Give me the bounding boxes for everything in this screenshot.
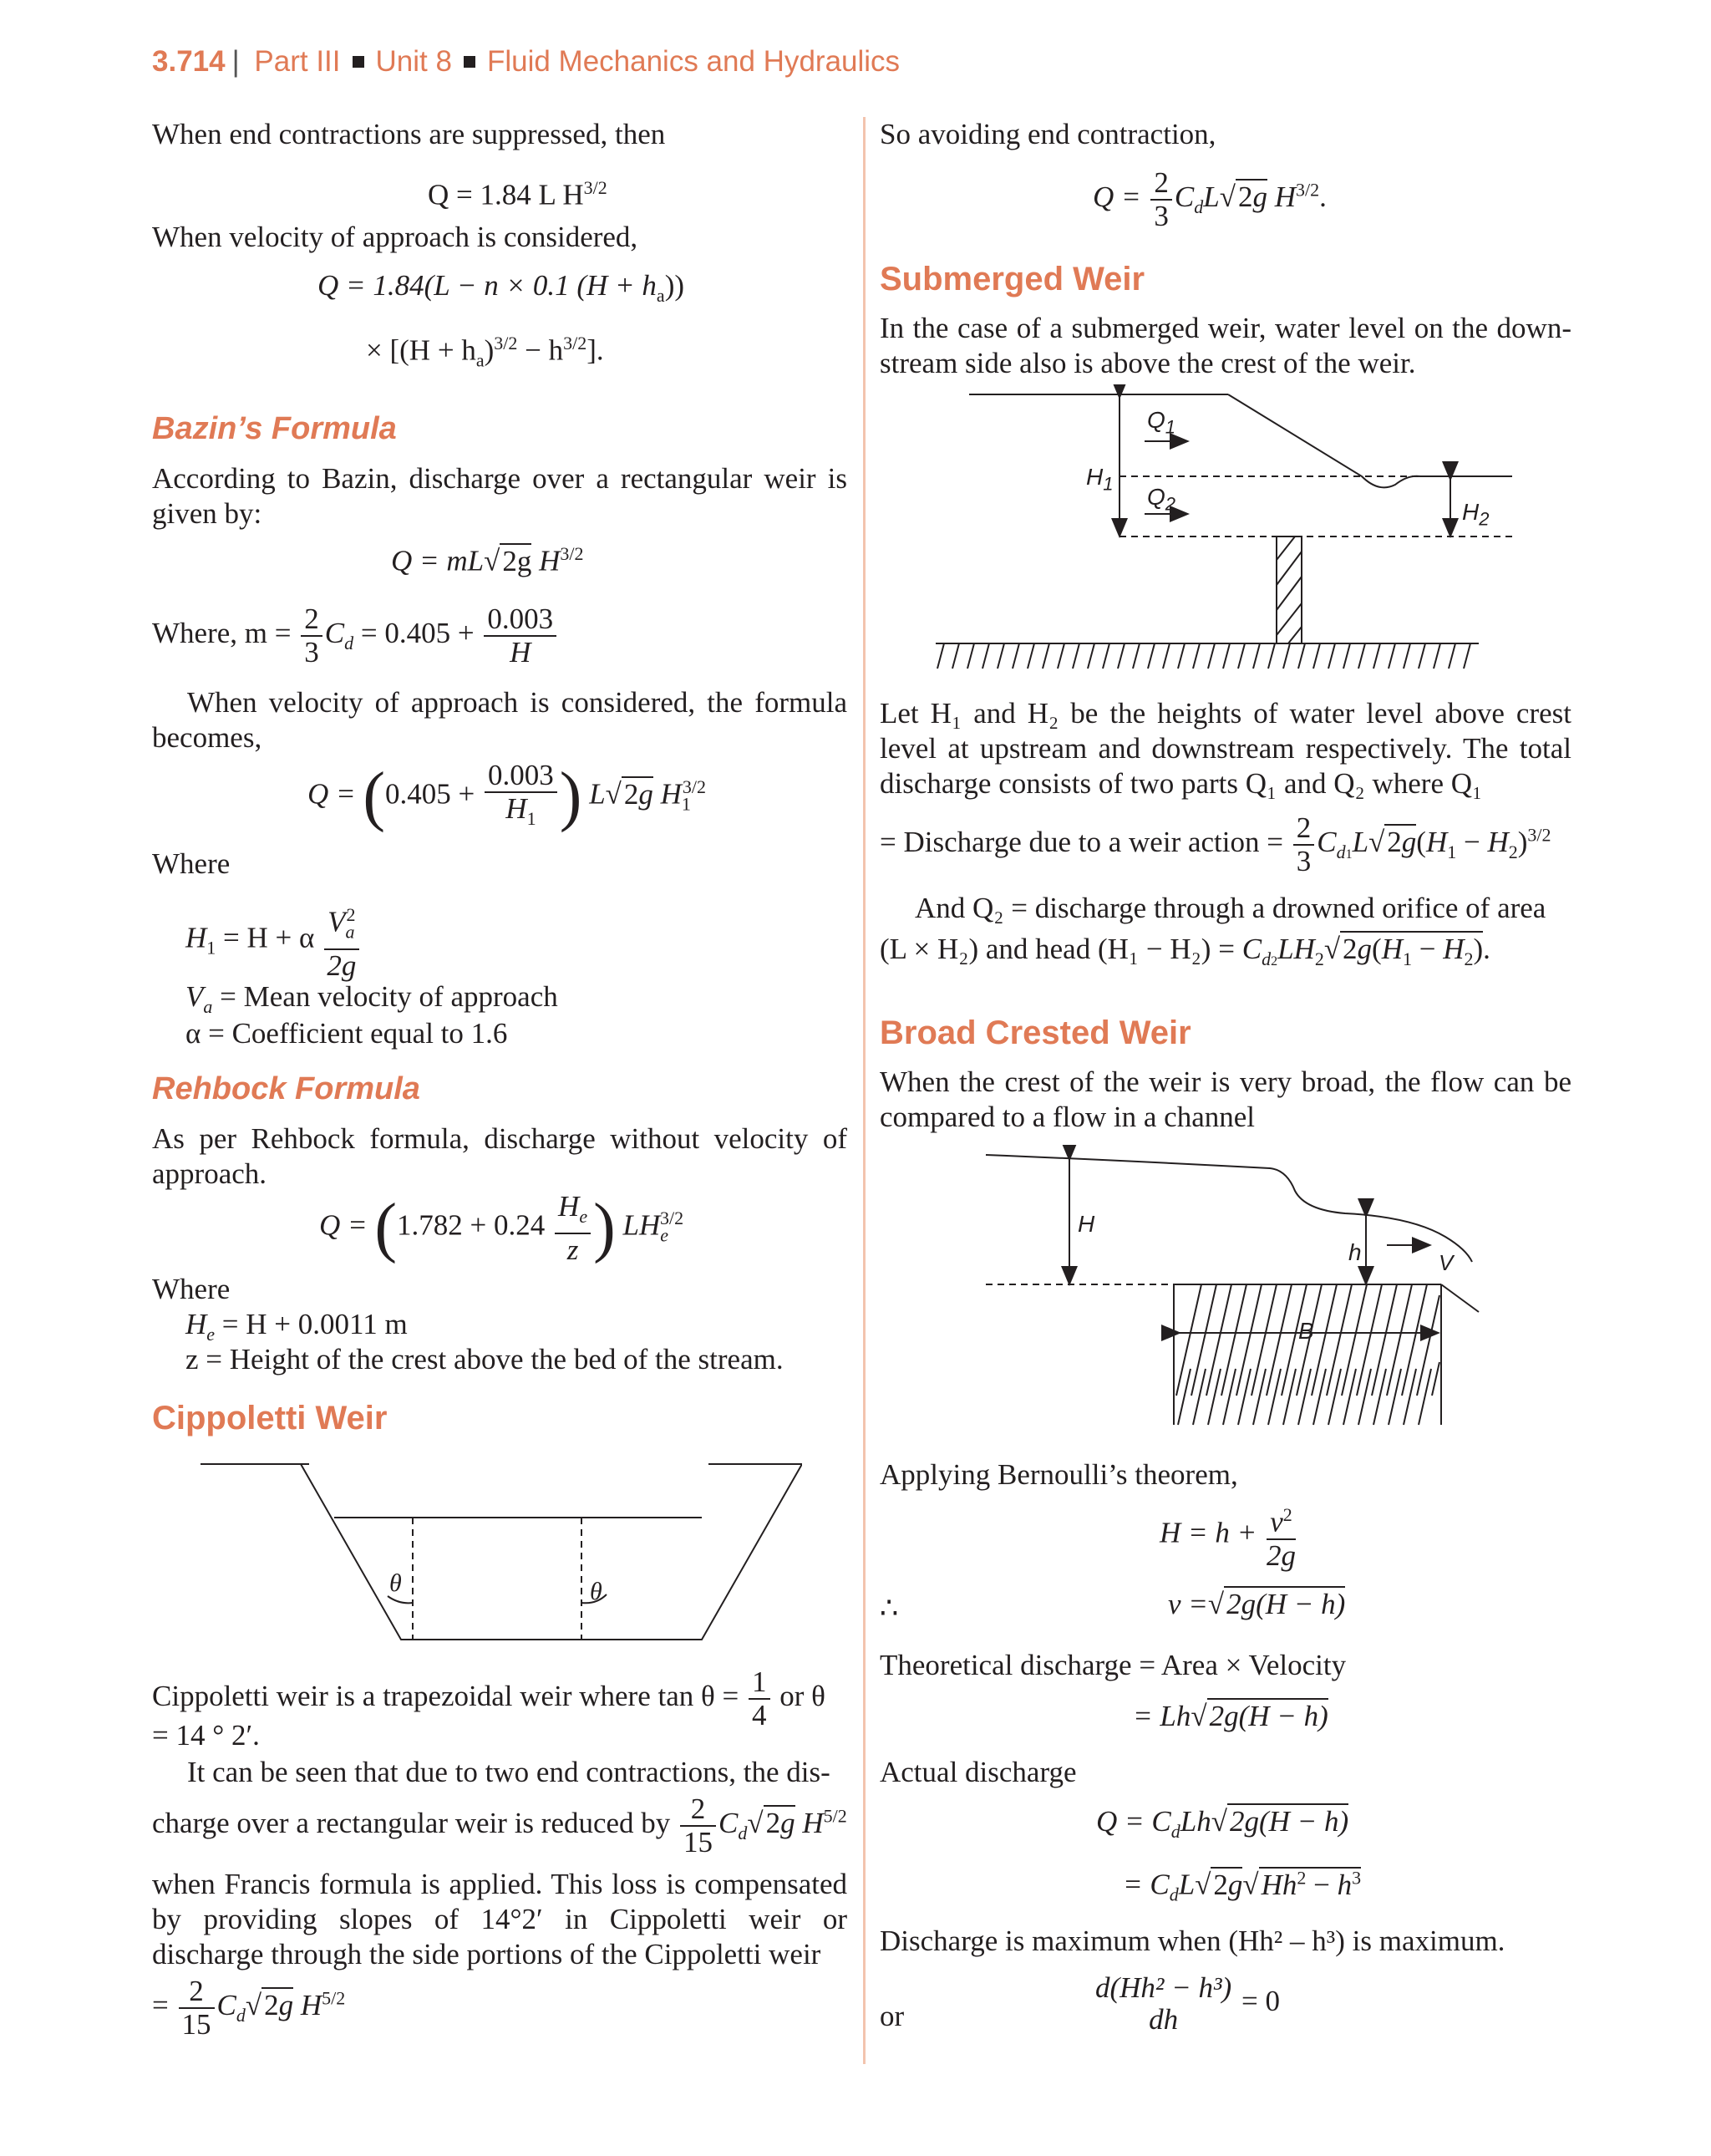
frac-den: 15 (683, 1826, 713, 1859)
frac-num: 2 (301, 603, 322, 637)
section-heading-rehbock: Rehbock Formula (152, 1071, 420, 1106)
eq-text: = Lh (1133, 1700, 1191, 1732)
fraction (301, 603, 322, 669)
section-heading-bazin: Bazin’s Formula (152, 411, 397, 446)
label-text: H (1462, 499, 1480, 525)
downstream-face (1441, 1284, 1479, 1312)
submerged-weir-figure (927, 384, 1529, 685)
eq-text: )) (664, 269, 684, 302)
eq-text: LH (622, 1208, 661, 1242)
fig-h1-label: $H_1$ (1086, 464, 1114, 495)
fraction (484, 603, 556, 669)
frac-num: 2 (1293, 812, 1315, 846)
sqrt-icon: √ (245, 1989, 262, 2022)
frac-num: $V_a^2$ (324, 899, 358, 950)
fraction (1150, 167, 1172, 232)
frac-num: $H_e$ (555, 1191, 591, 1234)
frac-den: 3 (1154, 200, 1169, 232)
eq-text: = H + α (223, 921, 315, 954)
definition-alpha: α = Coefficient equal to 1.6 (185, 1017, 508, 1050)
sqrt-icon: √ (1191, 1700, 1207, 1732)
paren: ) (593, 1191, 616, 1264)
eq-text: Q = (1093, 181, 1141, 214)
equation-actual-2: = $C_dL√2g√Hh^2 - h^3$ (1123, 1867, 1362, 1905)
equation-weir-action: = Discharge due to a weir action = $\frac{2}{3}$ $C_{d1}L√2g(H_1 - H_2)^{3/2}$ (880, 811, 1551, 877)
sqrt-icon: √ (1242, 1868, 1259, 1901)
def-text: = H + 0.0011 m (221, 1308, 408, 1340)
eq-text: = Discharge due to a weir action = (880, 826, 1283, 859)
frac-num-var: v (1270, 1505, 1283, 1538)
equation-velocity (1168, 1588, 1345, 1621)
section-heading-broad-crested: Broad Crested Weir (880, 1014, 1191, 1051)
fig-v-label: V (1439, 1250, 1454, 1275)
section-heading-submerged: Submerged Weir (880, 261, 1145, 297)
frac-num-var: V (327, 905, 346, 938)
eq-radicand: 2g (764, 1805, 795, 1839)
cippoletti-weir-figure (201, 1454, 802, 1646)
eq-radicand: 2g(H − h) (1207, 1698, 1328, 1732)
frac-num: 2 (680, 1793, 716, 1827)
eq-radicand: 2g (622, 776, 653, 811)
sqrt-icon: √ (1207, 1588, 1225, 1620)
frac-den: 4 (752, 1699, 767, 1731)
where-label: Where (152, 1273, 231, 1305)
frac-den: z (566, 1233, 579, 1266)
definition-va: $V_a$ = Mean velocity of approach (185, 980, 558, 1017)
fig-H-label: H (1078, 1211, 1095, 1237)
eq-text: ]. (586, 333, 604, 367)
equation-francis-approach-line2 (366, 333, 604, 372)
header-unit: Unit 8 (375, 45, 452, 78)
equation-bernoulli (1160, 1499, 1298, 1572)
paragraph: According to Bazin, discharge over a rectangular weir is given by: (152, 462, 847, 530)
header-part: Part III (254, 45, 341, 78)
frac-den: 3 (304, 636, 319, 669)
equation-theoretical (1133, 1700, 1328, 1733)
broad-crested-weir-figure (977, 1145, 1495, 1437)
eq-text: Q = mL (391, 544, 485, 577)
eq-text: Where, m = (152, 617, 292, 650)
fraction (324, 899, 358, 982)
paragraph: Theoretical discharge = Area × Velocity (880, 1649, 1347, 1681)
sqrt-icon: √ (1323, 933, 1341, 965)
weir-outline (209, 1464, 802, 1640)
equation-cippoletti-side: = $\frac{2}{15}$ $C_d√2g$ $H^{5/2}$ (152, 1975, 346, 2041)
eq-text: × [(H + h (366, 333, 476, 367)
eq-text: Q = C (1096, 1805, 1171, 1838)
eq-text: (L × H₂) and head (H₁ − H₂) = (880, 933, 1235, 965)
eq-text: ) (484, 333, 495, 367)
equation-bazin (391, 543, 584, 578)
definition-z: z = Height of the crest above the bed of the stream. (185, 1343, 784, 1375)
paren: ) (559, 760, 582, 833)
equation-derivative (1093, 1972, 1280, 2036)
section-heading-cippoletti: Cippoletti Weir (152, 1400, 388, 1436)
paren: ( (374, 1191, 398, 1264)
def-text: = Mean velocity of approach (220, 980, 558, 1013)
frac-den-var: H (505, 791, 527, 825)
eq-text: H = h + (1160, 1516, 1257, 1549)
frac-den: 3 (1296, 845, 1312, 877)
where-label: Where (152, 847, 231, 880)
paragraph: So avoiding end contraction, (880, 118, 1216, 150)
frac-num: 2 (179, 1975, 215, 2009)
weir-hatch (1277, 536, 1302, 643)
eq-radicand: 2g (1236, 179, 1267, 213)
frac-num: d(Hh² − h³) (1095, 1971, 1232, 2004)
eq-radicand: 2g (1384, 824, 1416, 858)
eq-text: L (589, 777, 606, 811)
eq-text: Q = (319, 1208, 368, 1242)
eq-radicand: 2g (1211, 1867, 1242, 1901)
equation-bazin-m: Where, m = $\frac{2}{3}$ $C_d = 0.405$ + $\frac{0.003}{H}$ (152, 603, 559, 669)
paragraph: Applying Bernoulli’s theorem, (880, 1458, 1238, 1491)
fig-q2-label: $Q_2$ (1147, 484, 1176, 515)
water-surface (1228, 394, 1512, 487)
header-title: Fluid Mechanics and Hydraulics (486, 45, 901, 78)
label-text: Q (1147, 484, 1165, 510)
fraction (1293, 812, 1315, 877)
frac-den: $H_1$ (505, 791, 536, 829)
paragraph: It can be seen that due to two end contractions, the dis- (187, 1756, 830, 1788)
radicand-var: Hh (1261, 1868, 1297, 1901)
paragraph: Discharge is maximum when (Hh² – h³) is maximum. (880, 1925, 1505, 1957)
paragraph: Let H₁ and H₂ be the heights of water level above crest level at upstream and downstream respectively. The total discharge consists of two parts Q₁ and Q₂ where Q₁ (880, 697, 1571, 800)
running-header (152, 45, 900, 79)
paragraph: In the case of a submerged weir, water level on the down-stream side also is above the crest of the weir. (880, 312, 1571, 379)
paragraph: Actual discharge (880, 1756, 1077, 1788)
frac-num: 0.003 (485, 760, 557, 793)
eq-sub: a (656, 285, 665, 306)
frac-num: $v^2$ (1267, 1499, 1296, 1540)
frac-num: 1 (749, 1666, 770, 1700)
theta-label-right: θ (590, 1578, 602, 1605)
text: or θ (779, 1680, 825, 1713)
eq-text: H (539, 544, 561, 577)
crest-hatch (1176, 1284, 1439, 1425)
equation-avoid-contraction: Q = $\frac{2}{3}$ $C_dL√2g$ $H^{3/2}$. (1093, 166, 1327, 232)
frac-den: dh (1149, 2003, 1179, 2036)
paragraph: And Q₂ = discharge through a drowned orifice of area (915, 892, 1546, 924)
frac-den: H (510, 636, 531, 669)
eq-exp: 3/2 (560, 543, 584, 564)
sqrt-icon: √ (1368, 826, 1385, 859)
eq-exp: 3/2 (563, 333, 587, 353)
fraction (179, 1975, 215, 2041)
frac-num: 0.003 (484, 603, 556, 637)
page-number: 3.714 (152, 45, 226, 78)
column-divider (863, 117, 866, 2064)
eq-text: v = (1168, 1588, 1208, 1620)
eq-text: − h (517, 333, 564, 367)
fig-B-label: B (1298, 1318, 1314, 1344)
fraction (485, 760, 557, 835)
sqrt-icon: √ (1219, 181, 1236, 214)
eq-text: Q = 1.84(L − n × 0.1 (H + h (317, 269, 657, 302)
eq-text: 1.782 + 0.24 (397, 1208, 546, 1242)
fraction (749, 1666, 770, 1731)
weir-wall (1277, 536, 1302, 643)
sqrt-icon: √ (484, 544, 500, 577)
eq-radicand: $Hh^2 - h^3$ (1259, 1867, 1362, 1901)
label-text: Q (1147, 407, 1165, 433)
theta-label-left: θ (389, 1569, 402, 1597)
eq-exp: 3/2 (583, 177, 607, 198)
text: charge over a rectangular weir is reduced by (152, 1807, 671, 1840)
fig-h2-label: $H_2$ (1462, 499, 1490, 530)
equation-h1: $H_1 = H + \alpha$ $\frac{V_a^2}{2g}$ (185, 899, 362, 982)
eq-text: 0.405 + (385, 777, 475, 811)
frac-num-var: H (558, 1189, 580, 1223)
paragraph: when Francis formula is applied. This loss is compensated by providing slopes of 14°2′ in Cippoletti weir or discharge through the side portions of the Cippoletti weir (152, 1868, 847, 1970)
paragraph: When end contractions are suppressed, then (152, 118, 666, 150)
sqrt-icon: √ (1211, 1805, 1227, 1838)
fraction (1095, 1972, 1231, 2036)
equation-francis-suppressed (428, 177, 607, 212)
frac-den: 15 (181, 2008, 211, 2041)
eq-text: = (152, 1989, 169, 2022)
eq-radicand: 2g (261, 1987, 293, 2021)
eq-radicand: 2g(H − h) (1224, 1586, 1345, 1620)
equation-bazin-approach: Q = (0.405 + $\frac{0.003}{H_1}$ ) L√2g $H_1^{3/2}$ (307, 758, 707, 833)
square-bullet-icon (353, 56, 364, 68)
eq-text: L (1178, 1868, 1196, 1901)
frac-num: 2 (1150, 167, 1172, 201)
sqrt-icon: √ (605, 777, 622, 811)
sqrt-icon: √ (747, 1807, 764, 1840)
fraction (555, 1191, 591, 1266)
label-text: H (1086, 464, 1104, 490)
equation-actual-1: $Q = C_dLh√2g(H - h)$ (1096, 1805, 1349, 1842)
fraction (1267, 1499, 1296, 1572)
eq-radicand: $2g(H_1 - H_2)$ (1340, 931, 1483, 965)
cippoletti-text-line4: charge over a rectangular weir is reduced by $\frac{2}{15}$ $C_d√2g$ $H^{5/2}$ (152, 1792, 847, 1859)
eq-sub: a (475, 349, 485, 371)
eq-text: H (185, 921, 207, 954)
frac-den: 2g (1267, 1538, 1297, 1572)
eq-text: = 0 (1241, 1985, 1280, 2018)
header-separator: | (231, 45, 240, 78)
bed-hatch (937, 643, 1470, 669)
fraction (680, 1793, 716, 1859)
paragraph: When the crest of the weir is very broad, the flow can be compared to a flow in a channel (880, 1065, 1571, 1133)
eq-text: Q = (307, 777, 356, 811)
eq-text: Q = 1.84 L H (428, 178, 584, 211)
fig-q1-label: $Q_1$ (1147, 407, 1176, 438)
fig-h-label: h (1348, 1239, 1362, 1265)
eq-text: = C (1123, 1868, 1170, 1901)
equation-orifice: (L × H₂) and head $(H_1 - H_2) = C_{d2}LH_2√2g(H_1 - H_2)$. (880, 933, 1490, 969)
paragraph: When velocity of approach is considered, the formula becomes, (152, 686, 847, 754)
cippoletti-text-line2: = 14 ° 2′. (152, 1719, 260, 1752)
frac-den: 2g (327, 948, 357, 982)
therefore-symbol: ∴ (880, 1592, 899, 1625)
paragraph: When velocity of approach is considered, (152, 221, 638, 253)
or-label: or (880, 2000, 905, 2032)
definition-he: $H_e = H + 0.0011$ m (185, 1308, 408, 1345)
eq-exp: 3/2 (494, 333, 518, 353)
eq-text: Lh (1180, 1805, 1211, 1838)
equation-francis-approach-line1 (317, 269, 684, 307)
eq-radicand: 2g (500, 543, 531, 577)
eq-text: = 0.405 + (360, 617, 475, 650)
sqrt-icon: √ (1195, 1868, 1211, 1901)
paren: ( (363, 760, 386, 833)
square-bullet-icon (464, 56, 475, 68)
text: Cippoletti weir is a trapezoidal weir where tan θ = (152, 1680, 739, 1713)
paragraph: As per Rehbock formula, discharge without velocity of approach. (152, 1122, 847, 1190)
equation-rehbock: Q = (1.782 + 0.24 $\frac{H_e}{z}$ ) $LH_e^{3/2}$ (319, 1189, 684, 1266)
eq-radicand: 2g(H − h) (1227, 1803, 1348, 1838)
